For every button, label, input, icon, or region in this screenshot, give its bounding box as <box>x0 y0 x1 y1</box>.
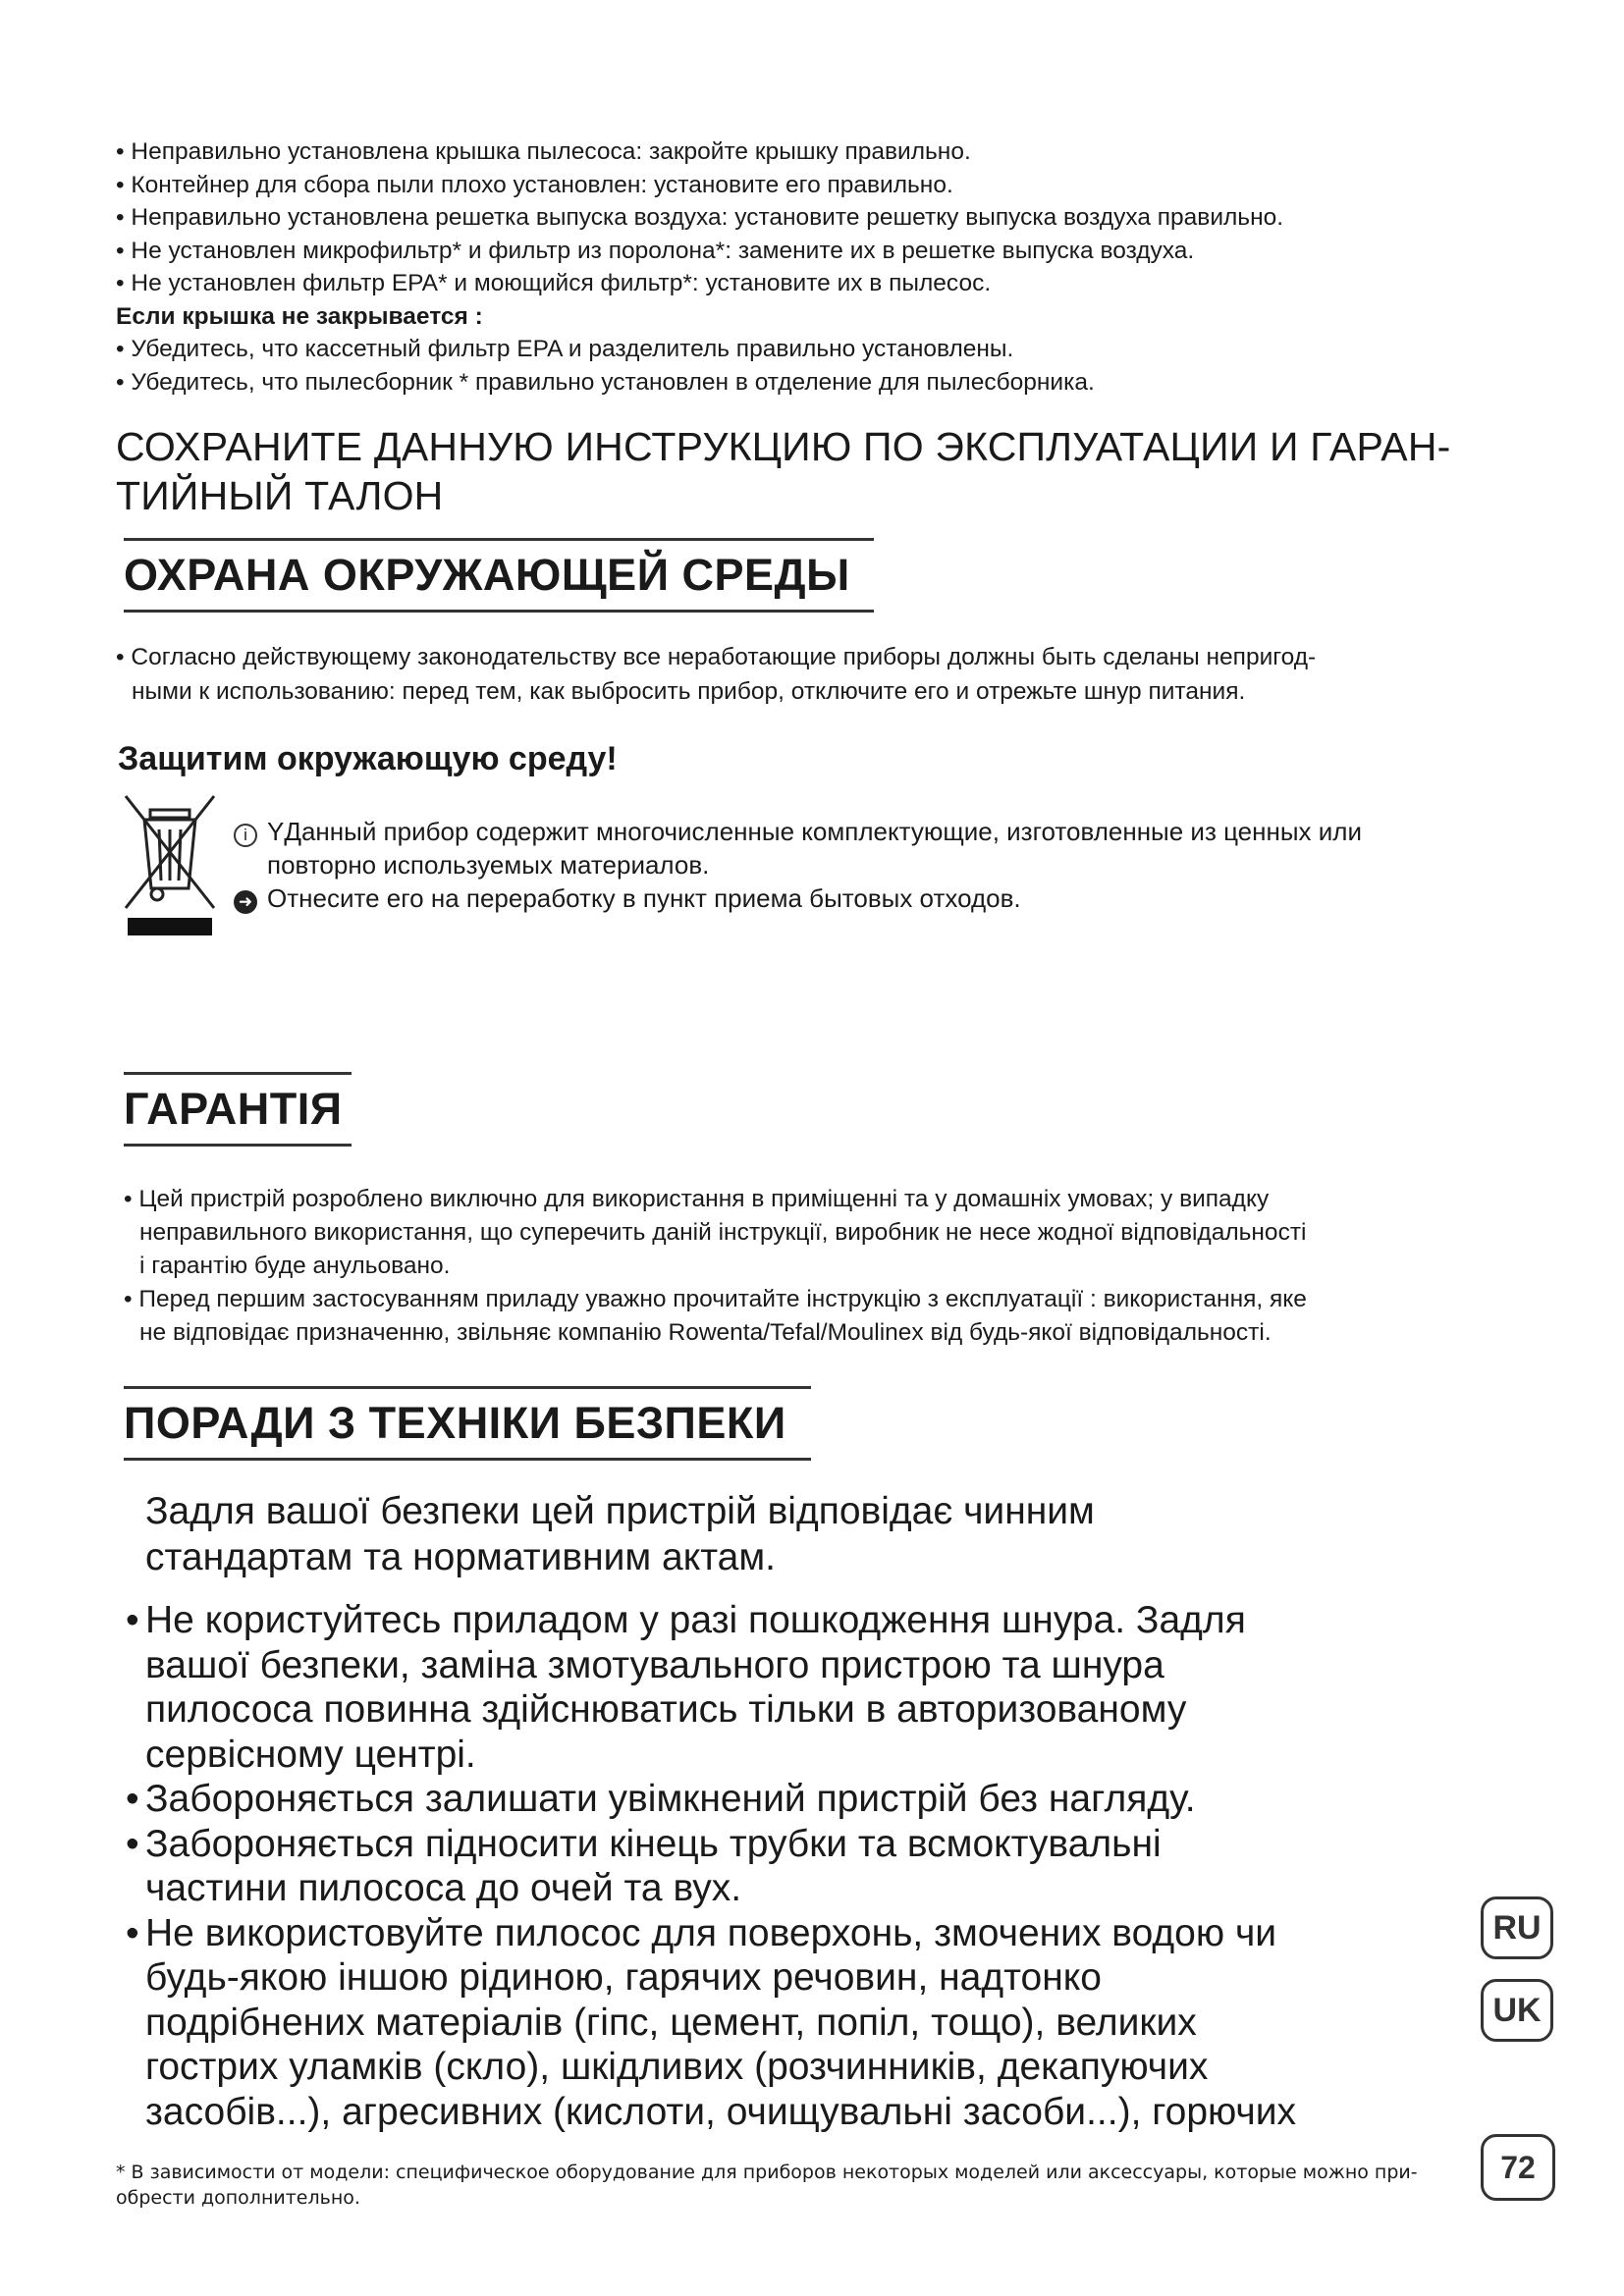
bullet: • <box>126 1778 139 1820</box>
safety-line: подрібнених матеріалів (гіпс, цемент, попіл, тощо), великих <box>145 2001 1197 2044</box>
safety-list <box>126 1598 1490 2134</box>
safety-intro-line: стандартам та нормативним актам. <box>145 1536 776 1578</box>
environment-title: ОХРАНА ОКРУЖАЮЩЕЙ СРЕДЫ <box>124 550 850 600</box>
list-item: • Не установлен фильтр EPA* и моющийся фильтр*: установите их в пылесос. <box>116 270 992 296</box>
arrow-right-icon: ➜ <box>234 890 257 914</box>
guarantee-section-header <box>124 1072 352 1147</box>
guarantee-line: • Перед першим застосуванням приладу уважно прочитайте інструкцію з експлуатації : використання, яке <box>124 1286 1307 1312</box>
info-note <box>234 815 1530 881</box>
list-item <box>126 1911 1490 2135</box>
bullet: • <box>126 1911 139 1954</box>
weee-crossed-bin-icon <box>118 790 222 937</box>
guarantee-line: • Цей пристрій розроблено виключно для використання в приміщенні та у домашніх умовах; у випадку <box>124 1186 1270 1212</box>
section-rule-bottom <box>124 1144 352 1147</box>
safety-intro <box>145 1488 1363 1580</box>
language-badge-ru: RU <box>1481 1896 1553 1959</box>
safety-line: засобів...), агресивних (кислоти, очищувальні засоби...), горючих <box>145 2090 1296 2133</box>
safety-line: пилососа повинна здійснюватись тільки в авторизованому <box>145 1688 1187 1731</box>
safety-intro-line: Задля вашої безпеки цей пристрій відповідає чинним <box>145 1490 1095 1532</box>
recycle-note-text: Отнесите его на переработку в пункт приема бытовых отходов. <box>267 883 1021 913</box>
lid-subheading: Если крышка не закрывается : <box>116 302 483 330</box>
info-icon: i <box>234 824 257 847</box>
list-item: • Убедитесь, что кассетный фильтр EPA и разделитель правильно установлены. <box>116 336 1014 362</box>
safety-line: Не користуйтесь приладом у разі пошкодження шнура. Задля <box>145 1599 1246 1641</box>
guarantee-title: ГАРАНТІЯ <box>124 1084 343 1134</box>
troubleshooting-list <box>116 135 1510 399</box>
footnote-line: обрести дополнительно. <box>116 2187 360 2209</box>
environment-line: • Согласно действующему законодательству все неработающие приборы должны быть сделаны непригод- <box>116 644 1317 670</box>
info-note-line: YДанный прибор содержит многочисленные комплектующие, изготовленные из ценных или <box>267 817 1362 846</box>
safety-line: гострих уламків (скло), шкідливих (розчинників, декапуючих <box>145 2046 1209 2088</box>
recycle-note <box>234 881 1530 915</box>
safety-line: Не використовуйте пилосос для поверхонь, змочених водою чи <box>145 1911 1277 1954</box>
footnote-line: * В зависимости от модели: специфическое оборудование для приборов некоторых моделей или аксессуары, которые можно при- <box>116 2162 1418 2183</box>
safety-section-header <box>124 1386 811 1461</box>
save-instructions-heading: СОХРАНИТЕ ДАННУЮ ИНСТРУКЦИЮ ПО ЭКСПЛУАТАЦИИ И ГАРАН-ТИЙНЫЙ ТАЛОН <box>116 424 1451 518</box>
safety-line: частини пилососа до очей та вух. <box>145 1867 742 1909</box>
environment-line: ными к использованию: перед тем, как выбросить прибор, отключите его и отрежьте шнур питания. <box>132 678 1246 705</box>
guarantee-paragraph <box>124 1183 1518 1350</box>
environment-section-header <box>124 538 874 613</box>
bullet: • <box>126 1599 139 1641</box>
safety-line: Забороняється підносити кінець трубки та всмоктувальні <box>145 1822 1162 1865</box>
protect-environment-title: Защитим окружающую среду! <box>118 740 618 777</box>
list-item: • Контейнер для сбора пыли плохо установлен: установите его правильно. <box>116 171 953 198</box>
list-item: • Убедитесь, что пылесборник * правильно установлен в отделение для пылесборника. <box>116 368 1095 396</box>
bullet: • <box>126 1822 139 1865</box>
safety-line: сервісному центрі. <box>145 1733 476 1776</box>
list-item <box>126 1777 1490 1822</box>
safety-line: вашої безпеки, заміна змотувального пристрою та шнура <box>145 1643 1164 1686</box>
page-number: 72 <box>1481 2134 1555 2201</box>
list-item: • Не установлен микрофильтр* и фильтр из поролона*: замените их в решетке выпуска воздуха. <box>116 237 1195 264</box>
list-item <box>126 1598 1490 1777</box>
safety-line: Забороняється залишати увімкнений пристрій без нагляду. <box>145 1778 1196 1820</box>
info-note-line: повторно используемых материалов. <box>267 850 710 880</box>
list-item <box>126 1822 1490 1911</box>
environment-notes <box>234 815 1530 915</box>
guarantee-line: не відповідає призначенню, звільняє компанію Rowenta/Tefal/Moulinex від будь-якої відповідальності. <box>139 1319 1272 1346</box>
section-rule-bottom <box>124 1458 811 1461</box>
list-item: • Неправильно установлена крышка пылесоса: закройте крышку правильно. <box>116 138 971 165</box>
guarantee-line: і гарантію буде анульовано. <box>139 1253 451 1279</box>
language-badge-uk: UK <box>1481 1979 1553 2042</box>
safety-line: будь-якою іншою рідиною, гарячих речовин, надтонко <box>145 1956 1102 1999</box>
environment-paragraph <box>116 640 1510 709</box>
footnote <box>116 2160 1432 2211</box>
guarantee-line: неправильного використання, що суперечить даній інструкції, виробник не несе жодної відповідальності <box>139 1219 1307 1246</box>
section-rule-bottom <box>124 610 874 613</box>
list-item: • Неправильно установлена решетка выпуска воздуха: установите решетку выпуска воздуха правильно. <box>116 204 1284 231</box>
safety-title: ПОРАДИ З ТЕХНІКИ БЕЗПЕКИ <box>124 1398 786 1448</box>
